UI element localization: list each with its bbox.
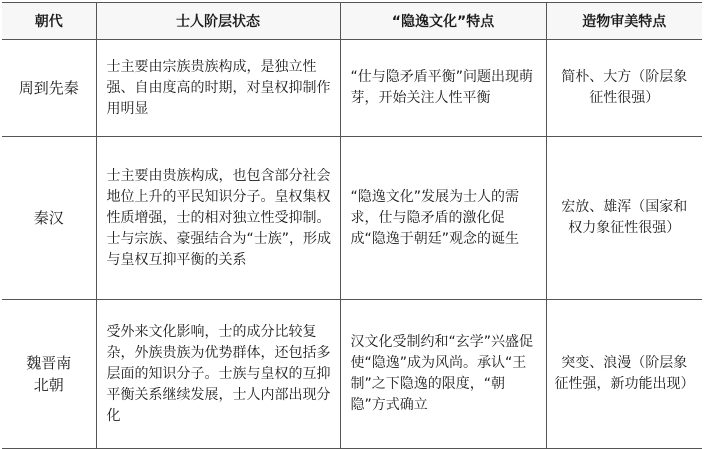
hermit-culture-text: “仕与隐矛盾平衡”问题出现萌芽，开始关注人性平衡 [350, 69, 534, 106]
cell-scholar-status [96, 300, 340, 449]
table-row [2, 137, 702, 300]
dynasty-text: 秦汉 [33, 209, 64, 227]
table-row [2, 40, 702, 137]
header-aesthetic: 造物审美特点 [546, 3, 702, 40]
table-row [2, 300, 702, 449]
cell-aesthetic [546, 300, 702, 449]
comparison-table-container [2, 2, 702, 449]
cell-aesthetic [546, 137, 702, 300]
dynasty-text: 周到先秦 [18, 79, 79, 97]
comparison-table [2, 2, 702, 449]
cell-dynasty [2, 137, 96, 300]
header-hermit-culture: “隐逸文化”特点 [340, 3, 546, 40]
dynasty-text: 魏晋南北朝 [26, 354, 72, 394]
aesthetic-text: 突变、浪漫（阶层象征性强，新功能出现） [554, 355, 695, 392]
hermit-culture-text: “隐逸文化”发展为士人的需求，仕与隐矛盾的激化促成“隐逸于朝廷”观念的诞生 [350, 188, 520, 247]
cell-scholar-status [96, 137, 340, 300]
scholar-status-text: 士主要由宗族贵族构成，是独立性强、自由度高的时期，对皇权抑制作用明显 [106, 58, 331, 117]
cell-dynasty [2, 40, 96, 137]
cell-scholar-status [96, 40, 340, 137]
table-header [2, 3, 702, 40]
header-scholar-status: 士人阶层状态 [96, 3, 340, 40]
cell-hermit-culture [340, 300, 546, 449]
cell-hermit-culture [340, 40, 546, 137]
aesthetic-text: 宏放、雄浑（国家和权力象征性很强） [561, 199, 688, 236]
cell-hermit-culture [340, 137, 546, 300]
scholar-status-text: 士主要由贵族构成，也包含部分社会地位上升的平民知识分子。皇权集权性质增强，士的相对独立性受抑制。士与宗族、豪强结合为“士族”，形成与皇权互抑平衡的关系 [106, 167, 332, 268]
cell-aesthetic [546, 40, 702, 137]
header-dynasty: 朝代 [2, 3, 96, 40]
cell-dynasty [2, 300, 96, 449]
aesthetic-text: 简朴、大方（阶层象征性很强） [561, 69, 688, 106]
hermit-culture-text: 汉文化受制约和“玄学”兴盛促使“隐逸”成为风尚。承认“王制”之下隐逸的限度，“朝隐”方式确立 [350, 334, 534, 413]
scholar-status-text: 受外来文化影响，士的成分比较复杂，外族贵族为优势群体，还包括多层面的知识分子。士族与皇权的互抑平衡关系继续发展，士人内部出现分化 [106, 323, 331, 424]
header-row [2, 3, 702, 40]
table-body [2, 40, 702, 449]
